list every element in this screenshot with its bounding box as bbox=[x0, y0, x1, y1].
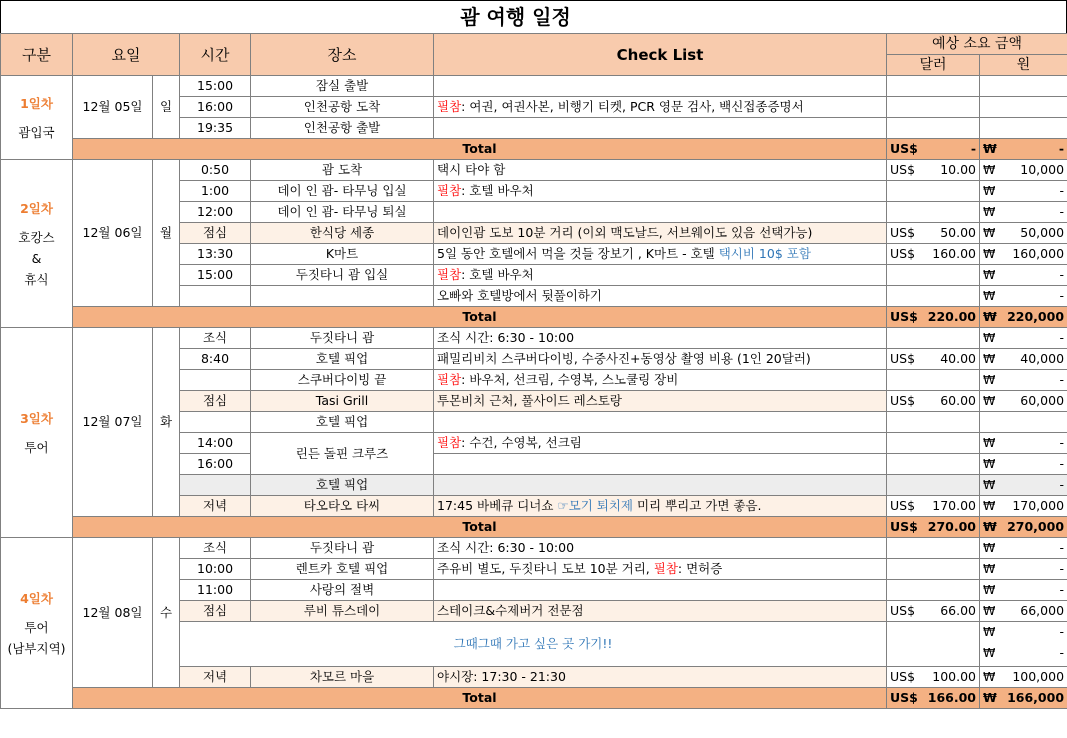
total-label: Total bbox=[73, 688, 887, 709]
highlight-text: ☞모기 퇴치제 bbox=[557, 498, 633, 513]
checklist-text: 스테이크&수제버거 전문점 bbox=[437, 603, 584, 618]
krw-cell bbox=[980, 202, 1067, 223]
usd-cell-symbol: US$ bbox=[890, 669, 916, 684]
krw-cell-value: - bbox=[1059, 204, 1065, 219]
usd-cell bbox=[887, 496, 980, 517]
krw-cell bbox=[980, 559, 1067, 580]
checklist-cell bbox=[434, 475, 887, 496]
total-label: Total bbox=[73, 139, 887, 160]
usd-cell bbox=[887, 559, 980, 580]
krw-cell bbox=[980, 475, 1067, 496]
krw-cell-value: 50,000 bbox=[1020, 225, 1065, 240]
krw-cell bbox=[980, 412, 1067, 433]
krw-cell bbox=[980, 160, 1067, 181]
total-krw-symbol: ₩ bbox=[983, 690, 997, 705]
total-row bbox=[1, 688, 1067, 709]
free-note: 그때그때 가고 싶은 곳 가기!! bbox=[180, 622, 887, 667]
time-cell: 조식 bbox=[180, 328, 251, 349]
day-date: 12월 05일 bbox=[73, 76, 153, 139]
total-usd-symbol: US$ bbox=[890, 519, 918, 534]
krw-cell-symbol: ₩ bbox=[983, 582, 996, 597]
day-weekday: 수 bbox=[153, 538, 180, 688]
total-usd-value: - bbox=[970, 141, 977, 156]
krw-cell-symbol: ₩ bbox=[983, 330, 996, 345]
usd-cell bbox=[887, 391, 980, 412]
checklist-text: 패밀리비치 스쿠버다이빙, 수중사진+동영상 촬영 비용 (1인 20달러) bbox=[437, 351, 811, 366]
usd-cell bbox=[887, 265, 980, 286]
place-cell: 한식당 세종 bbox=[251, 223, 434, 244]
total-row bbox=[1, 517, 1067, 538]
time-cell: 점심 bbox=[180, 391, 251, 412]
time-cell bbox=[180, 286, 251, 307]
time-cell bbox=[180, 370, 251, 391]
header-checklist: Check List bbox=[434, 34, 887, 76]
time-cell: 16:00 bbox=[180, 97, 251, 118]
krw-cell bbox=[980, 97, 1067, 118]
time-cell: 13:30 bbox=[180, 244, 251, 265]
krw-cell bbox=[980, 118, 1067, 139]
checklist-cell bbox=[434, 223, 887, 244]
usd-cell bbox=[887, 454, 980, 475]
krw-cell-value: - bbox=[1059, 582, 1065, 597]
itinerary-table bbox=[0, 33, 1067, 709]
total-krw-value: - bbox=[1058, 141, 1065, 156]
checklist-cell bbox=[434, 265, 887, 286]
checklist-cell bbox=[434, 370, 887, 391]
day-description: 호캉스 bbox=[18, 229, 55, 245]
place-cell: 괌 도착 bbox=[251, 160, 434, 181]
usd-cell bbox=[887, 622, 980, 667]
checklist-text: 데이인괌 도보 10분 거리 (이외 맥도날드, 서브웨이도 있음 선택가능) bbox=[437, 225, 813, 240]
place-cell: 타오타오 타씨 bbox=[251, 496, 434, 517]
day-number: 3일차 bbox=[20, 410, 53, 426]
krw-cell-value: 10,000 bbox=[1020, 162, 1065, 177]
krw-cell-value: - bbox=[1059, 540, 1065, 555]
krw-cell-symbol: ₩ bbox=[983, 393, 996, 408]
checklist-text: : 면허증 bbox=[677, 561, 723, 576]
usd-cell bbox=[887, 433, 980, 454]
checklist-text: : 바우처, 선크림, 수영복, 스노쿨링 장비 bbox=[461, 372, 679, 387]
krw-cell-value: - bbox=[1059, 330, 1065, 345]
checklist-cell bbox=[434, 496, 887, 517]
checklist-cell bbox=[434, 412, 887, 433]
krw-cell bbox=[980, 328, 1067, 349]
usd-cell bbox=[887, 580, 980, 601]
total-usd-symbol: US$ bbox=[890, 690, 918, 705]
krw-cell-value: - bbox=[1059, 183, 1065, 198]
place-cell: 데이 인 괌- 타무닝 퇴실 bbox=[251, 202, 434, 223]
place-cell: K마트 bbox=[251, 244, 434, 265]
checklist-cell bbox=[434, 202, 887, 223]
usd-cell bbox=[887, 349, 980, 370]
time-cell: 저녁 bbox=[180, 496, 251, 517]
day-description: 휴식 bbox=[24, 271, 49, 287]
place-cell: 호텔 픽업 bbox=[251, 349, 434, 370]
total-row bbox=[1, 307, 1067, 328]
checklist-text: : 여권, 여권사본, 비행기 티켓, PCR 영문 검사, 백신접종증명서 bbox=[461, 99, 804, 114]
header-time: 시간 bbox=[180, 34, 251, 76]
total-krw bbox=[980, 688, 1067, 709]
table-row bbox=[1, 538, 1067, 559]
total-krw-value: 270,000 bbox=[1007, 519, 1065, 534]
required-label: 필참 bbox=[437, 183, 462, 198]
usd-cell-value: 60.00 bbox=[940, 393, 977, 408]
usd-cell bbox=[887, 412, 980, 433]
krw-cell-value: - bbox=[1059, 456, 1065, 471]
usd-cell bbox=[887, 538, 980, 559]
place-cell: 두짓타니 괌 bbox=[251, 328, 434, 349]
usd-cell bbox=[887, 328, 980, 349]
checklist-text: : 수건, 수영복, 선크림 bbox=[461, 435, 582, 450]
day-date: 12월 07일 bbox=[73, 328, 153, 517]
time-cell bbox=[180, 475, 251, 496]
krw-cell-symbol: ₩ bbox=[983, 456, 996, 471]
krw-symbol: ₩ bbox=[983, 624, 996, 639]
usd-cell-symbol: US$ bbox=[890, 225, 916, 240]
header-category: 구분 bbox=[1, 34, 73, 76]
krw-cell-symbol: ₩ bbox=[983, 669, 996, 684]
place-cell: 인천공항 도착 bbox=[251, 97, 434, 118]
header-cost: 예상 소요 금액 bbox=[887, 34, 1067, 55]
usd-cell-symbol: US$ bbox=[890, 393, 916, 408]
total-usd bbox=[887, 307, 980, 328]
time-cell: 저녁 bbox=[180, 667, 251, 688]
time-cell bbox=[180, 412, 251, 433]
krw-cell bbox=[980, 496, 1067, 517]
total-label: Total bbox=[73, 517, 887, 538]
sheet-title bbox=[0, 0, 1067, 33]
time-cell: 16:00 bbox=[180, 454, 251, 475]
checklist-text: 미리 뿌리고 가면 좋음. bbox=[632, 498, 762, 513]
time-cell: 1:00 bbox=[180, 181, 251, 202]
total-label: Total bbox=[73, 307, 887, 328]
header-weekday: 요일 bbox=[73, 34, 180, 76]
time-cell: 8:40 bbox=[180, 349, 251, 370]
usd-cell-value: 50.00 bbox=[940, 225, 977, 240]
krw-cell bbox=[980, 391, 1067, 412]
krw-cell-symbol: ₩ bbox=[983, 372, 996, 387]
total-krw-symbol: ₩ bbox=[983, 309, 997, 324]
usd-cell-value: 66.00 bbox=[940, 603, 977, 618]
usd-cell bbox=[887, 160, 980, 181]
checklist-text: 주유비 별도, 두짓타니 도보 10분 거리, bbox=[437, 561, 654, 576]
total-usd-symbol: US$ bbox=[890, 309, 918, 324]
place-cell bbox=[251, 286, 434, 307]
krw-value: - bbox=[1059, 624, 1065, 639]
usd-cell bbox=[887, 118, 980, 139]
checklist-cell bbox=[434, 391, 887, 412]
checklist-text: 택시 타야 함 bbox=[437, 162, 506, 177]
checklist-cell bbox=[434, 244, 887, 265]
checklist-text: 오빠와 호텔방에서 뒷풀이하기 bbox=[437, 288, 602, 303]
place-cell: 인천공항 출발 bbox=[251, 118, 434, 139]
total-usd bbox=[887, 517, 980, 538]
krw-cell bbox=[980, 433, 1067, 454]
required-label: 필참 bbox=[437, 99, 462, 114]
total-row bbox=[1, 139, 1067, 160]
day-weekday: 월 bbox=[153, 160, 180, 307]
usd-cell bbox=[887, 601, 980, 622]
table-row bbox=[1, 76, 1067, 97]
krw-cell bbox=[980, 370, 1067, 391]
day-number: 1일차 bbox=[20, 95, 53, 111]
time-cell: 11:00 bbox=[180, 580, 251, 601]
krw-cell bbox=[980, 181, 1067, 202]
header-place: 장소 bbox=[251, 34, 434, 76]
usd-cell-symbol: US$ bbox=[890, 603, 916, 618]
itinerary-body bbox=[1, 76, 1067, 709]
krw-cell-symbol: ₩ bbox=[983, 603, 996, 618]
day-label bbox=[1, 328, 73, 538]
usd-cell bbox=[887, 181, 980, 202]
krw-cell-symbol: ₩ bbox=[983, 225, 996, 240]
checklist-text: 조식 시간: 6:30 - 10:00 bbox=[437, 330, 575, 345]
day-label bbox=[1, 76, 73, 160]
required-label: 필참 bbox=[437, 267, 462, 282]
krw-cell-value: - bbox=[1059, 477, 1065, 492]
usd-cell bbox=[887, 223, 980, 244]
krw-cell-symbol: ₩ bbox=[983, 162, 996, 177]
place-cell: 호텔 픽업 bbox=[251, 412, 434, 433]
krw-cell bbox=[980, 580, 1067, 601]
total-usd bbox=[887, 688, 980, 709]
krw-cell-value: - bbox=[1059, 372, 1065, 387]
header-krw: 원 bbox=[980, 55, 1067, 76]
total-usd-symbol: US$ bbox=[890, 141, 918, 156]
day-description: (남부지역) bbox=[7, 640, 66, 656]
total-usd-value: 166.00 bbox=[927, 690, 977, 705]
checklist-text: : 호텔 바우처 bbox=[461, 183, 534, 198]
place-cell: 스쿠버다이빙 끝 bbox=[251, 370, 434, 391]
krw-cell-value: - bbox=[1059, 561, 1065, 576]
day-weekday: 화 bbox=[153, 328, 180, 517]
day-date: 12월 08일 bbox=[73, 538, 153, 688]
total-krw bbox=[980, 307, 1067, 328]
krw-cell bbox=[980, 601, 1067, 622]
day-number: 2일차 bbox=[20, 200, 53, 216]
place-cell: 렌트카 호텔 픽업 bbox=[251, 559, 434, 580]
checklist-cell bbox=[434, 667, 887, 688]
total-krw-symbol: ₩ bbox=[983, 141, 997, 156]
usd-cell-symbol: US$ bbox=[890, 162, 916, 177]
checklist-cell bbox=[434, 181, 887, 202]
krw-cell-symbol: ₩ bbox=[983, 498, 996, 513]
checklist-cell bbox=[434, 286, 887, 307]
usd-cell-value: 10.00 bbox=[940, 162, 977, 177]
time-cell: 10:00 bbox=[180, 559, 251, 580]
time-cell: 15:00 bbox=[180, 76, 251, 97]
place-cell: 데이 인 괌- 타무닝 입실 bbox=[251, 181, 434, 202]
place-cell: 두짓타니 괌 입실 bbox=[251, 265, 434, 286]
krw-cell-symbol: ₩ bbox=[983, 183, 996, 198]
checklist-cell bbox=[434, 559, 887, 580]
krw-cell bbox=[980, 265, 1067, 286]
krw-cell bbox=[980, 622, 1067, 667]
day-label bbox=[1, 160, 73, 328]
krw-cell-symbol: ₩ bbox=[983, 246, 996, 261]
time-cell: 19:35 bbox=[180, 118, 251, 139]
checklist-text: 17:45 바베큐 디너쇼 bbox=[437, 498, 558, 513]
checklist-cell bbox=[434, 328, 887, 349]
krw-cell-symbol: ₩ bbox=[983, 204, 996, 219]
krw-cell bbox=[980, 223, 1067, 244]
required-label: 필참 bbox=[437, 372, 462, 387]
usd-cell bbox=[887, 244, 980, 265]
checklist-cell bbox=[434, 160, 887, 181]
time-cell: 15:00 bbox=[180, 265, 251, 286]
usd-cell-symbol: US$ bbox=[890, 498, 916, 513]
krw-cell-symbol: ₩ bbox=[983, 351, 996, 366]
checklist-text: 야시장: 17:30 - 21:30 bbox=[437, 669, 566, 684]
checklist-text: 조식 시간: 6:30 - 10:00 bbox=[437, 540, 575, 555]
usd-cell-symbol: US$ bbox=[890, 351, 916, 366]
checklist-cell bbox=[434, 97, 887, 118]
krw-cell-symbol: ₩ bbox=[983, 561, 996, 576]
title-text: 괌 여행 일정 bbox=[460, 5, 571, 29]
krw-cell-value: - bbox=[1059, 435, 1065, 450]
highlight-text: 택시비 10$ 포함 bbox=[718, 246, 811, 261]
krw-cell-symbol: ₩ bbox=[983, 477, 996, 492]
time-cell: 14:00 bbox=[180, 433, 251, 454]
checklist-text: : 호텔 바우처 bbox=[461, 267, 534, 282]
table-row bbox=[1, 160, 1067, 181]
usd-cell-value: 170.00 bbox=[932, 498, 977, 513]
usd-cell-symbol: US$ bbox=[890, 246, 916, 261]
krw-cell bbox=[980, 454, 1067, 475]
place-cell: 호텔 픽업 bbox=[251, 475, 434, 496]
time-cell: 점심 bbox=[180, 601, 251, 622]
required-label: 필참 bbox=[437, 435, 462, 450]
day-description: 괌입국 bbox=[18, 124, 55, 140]
place-cell: 잠실 출발 bbox=[251, 76, 434, 97]
krw-cell-value: - bbox=[1059, 288, 1065, 303]
place-cell: Tasi Grill bbox=[251, 391, 434, 412]
krw-value: - bbox=[1059, 645, 1065, 660]
required-label: 필참 bbox=[653, 561, 678, 576]
time-cell: 0:50 bbox=[180, 160, 251, 181]
header-usd: 달러 bbox=[887, 55, 980, 76]
krw-symbol: ₩ bbox=[983, 645, 996, 660]
krw-cell-value: 40,000 bbox=[1020, 351, 1065, 366]
table-row bbox=[1, 328, 1067, 349]
total-krw bbox=[980, 139, 1067, 160]
krw-cell bbox=[980, 538, 1067, 559]
usd-cell bbox=[887, 667, 980, 688]
checklist-cell bbox=[434, 433, 887, 454]
day-description: 투어 bbox=[24, 439, 49, 455]
krw-cell-symbol: ₩ bbox=[983, 288, 996, 303]
place-cell: 두짓타니 괌 bbox=[251, 538, 434, 559]
usd-cell-value: 160.00 bbox=[932, 246, 977, 261]
total-usd-value: 270.00 bbox=[927, 519, 977, 534]
krw-cell-symbol: ₩ bbox=[983, 267, 996, 282]
checklist-cell bbox=[434, 601, 887, 622]
krw-cell-value: - bbox=[1059, 267, 1065, 282]
total-krw-symbol: ₩ bbox=[983, 519, 997, 534]
total-usd-value: 220.00 bbox=[927, 309, 977, 324]
krw-cell-symbol: ₩ bbox=[983, 435, 996, 450]
usd-cell bbox=[887, 286, 980, 307]
usd-cell bbox=[887, 202, 980, 223]
place-cell: 린든 돌핀 크루즈 bbox=[251, 433, 434, 475]
krw-cell-value: 170,000 bbox=[1012, 498, 1065, 513]
usd-cell-value: 40.00 bbox=[940, 351, 977, 366]
day-label bbox=[1, 538, 73, 709]
checklist-cell bbox=[434, 538, 887, 559]
day-description: 투어 bbox=[24, 619, 49, 635]
place-cell: 사랑의 절벽 bbox=[251, 580, 434, 601]
usd-cell bbox=[887, 475, 980, 496]
krw-cell-symbol: ₩ bbox=[983, 540, 996, 555]
time-cell: 조식 bbox=[180, 538, 251, 559]
checklist-cell bbox=[434, 118, 887, 139]
checklist-text: 5일 동안 호텔에서 먹을 것들 장보기 , K마트 - 호텔 bbox=[437, 246, 719, 261]
place-cell: 차모르 마을 bbox=[251, 667, 434, 688]
day-number: 4일차 bbox=[20, 590, 53, 606]
krw-cell-value: 66,000 bbox=[1020, 603, 1065, 618]
checklist-text: 투몬비치 근처, 풀사이드 레스토랑 bbox=[437, 393, 622, 408]
total-usd bbox=[887, 139, 980, 160]
time-cell: 12:00 bbox=[180, 202, 251, 223]
checklist-cell bbox=[434, 349, 887, 370]
total-krw-value: 166,000 bbox=[1007, 690, 1065, 705]
checklist-cell bbox=[434, 580, 887, 601]
place-cell: 루비 튜스데이 bbox=[251, 601, 434, 622]
day-weekday: 일 bbox=[153, 76, 180, 139]
usd-cell-value: 100.00 bbox=[932, 669, 977, 684]
usd-cell bbox=[887, 370, 980, 391]
usd-cell bbox=[887, 76, 980, 97]
checklist-cell bbox=[434, 76, 887, 97]
total-krw-value: 220,000 bbox=[1007, 309, 1065, 324]
total-krw bbox=[980, 517, 1067, 538]
krw-cell bbox=[980, 76, 1067, 97]
krw-cell-value: 60,000 bbox=[1020, 393, 1065, 408]
krw-cell-value: 100,000 bbox=[1012, 669, 1065, 684]
day-date: 12월 06일 bbox=[73, 160, 153, 307]
usd-cell bbox=[887, 97, 980, 118]
krw-cell bbox=[980, 244, 1067, 265]
checklist-cell bbox=[434, 454, 887, 475]
time-cell: 점심 bbox=[180, 223, 251, 244]
krw-cell bbox=[980, 349, 1067, 370]
krw-cell bbox=[980, 286, 1067, 307]
krw-cell-value: 160,000 bbox=[1012, 246, 1065, 261]
day-description: & bbox=[31, 250, 42, 266]
krw-cell bbox=[980, 667, 1067, 688]
